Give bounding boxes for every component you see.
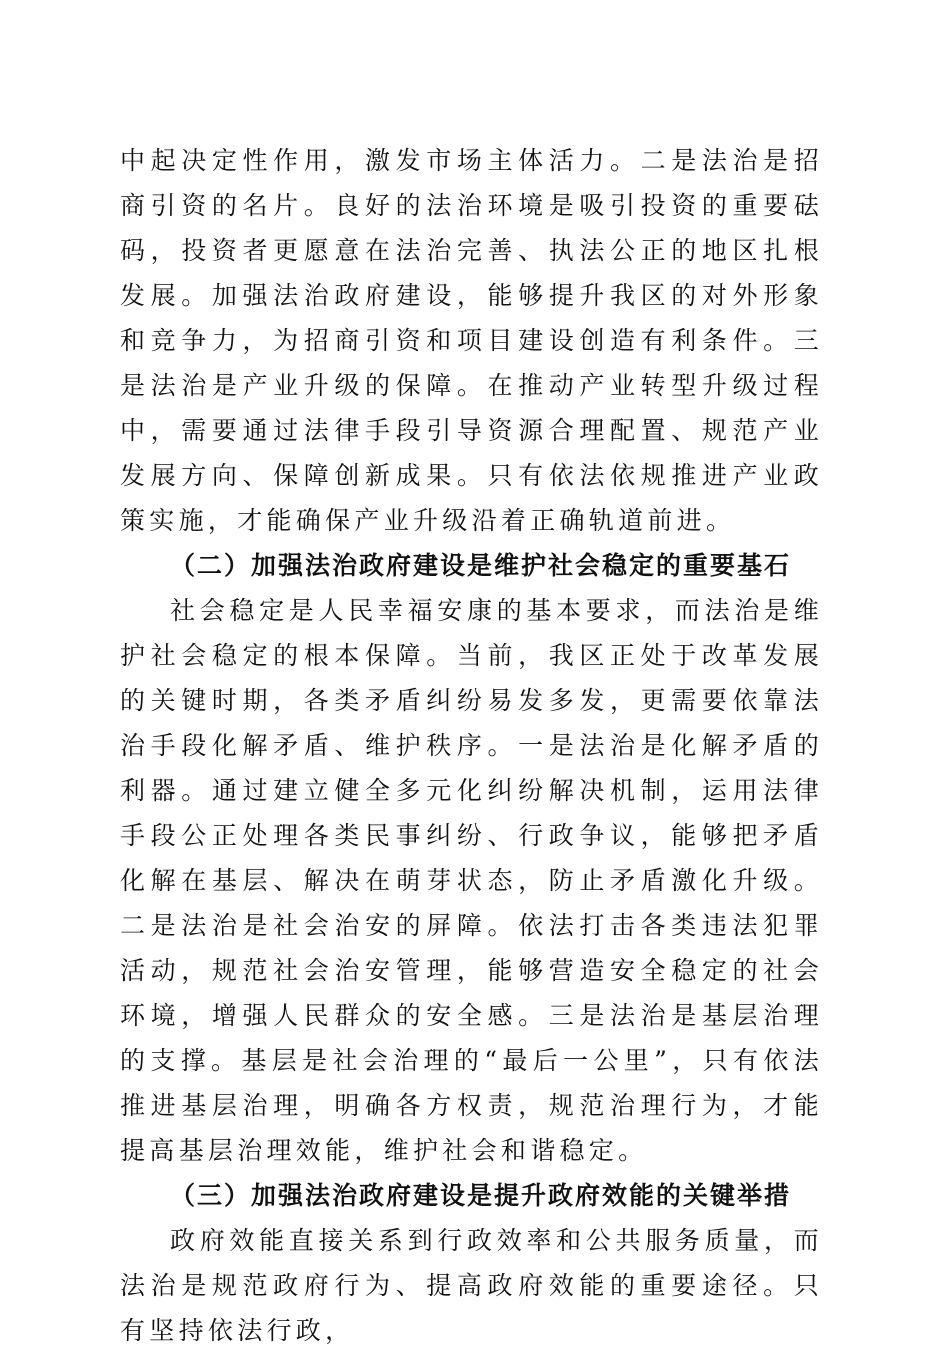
section-heading-2: （二）加强法治政府建设是维护社会稳定的重要基石	[170, 551, 792, 580]
paragraph-government-efficiency: 政府效能直接关系到行政效率和公共服务质量，而法治是规范政府行为、提高政府效能的重要途径。只有坚持依法行政，	[120, 1226, 823, 1345]
paragraph-continued: 中起决定性作用，激发市场主体活力。二是法治是招商引资的名片。良好的法治环境是吸引投资的重要砝码，投资者更愿意在法治完善、执法公正的地区扎根发展。加强法治政府建设，能够提升我区的对外形象和竞争力，为招商引资和项目建设创造有利条件。三是法治是产业升级的保障。在推动产业转型升级过程中，需要通过法律手段引导资源合理配置、规范产业发展方向、保障创新成果。只有依法依规推进产业政策实施，才能确保产业升级沿着正确轨道前进。	[120, 146, 823, 535]
paragraph-social-stability: 社会稳定是人民幸福安康的基本要求，而法治是维护社会稳定的根本保障。当前，我区正处于改革发展的关键时期，各类矛盾纠纷易发多发，更需要依靠法治手段化解矛盾、维护秩序。一是法治是化解矛盾的利器。通过建立健全多元化纠纷解决机制，运用法律手段公正处理各类民事纠纷、行政争议，能够把矛盾化解在基层、解决在萌芽状态，防止矛盾激化升级。二是法治是社会治安的屏障。依法打击各类违法犯罪活动，规范社会治安管理，能够营造安全稳定的社会环境，增强人民群众的安全感。三是法治是基层治理的支撑。基层是社会治理的“最后一公里”，只有依法推进基层治理，明确各方权责，规范治理行为，才能提高基层治理效能，维护社会和谐稳定。	[120, 596, 823, 1165]
section-heading-3: （三）加强法治政府建设是提升政府效能的关键举措	[170, 1181, 792, 1210]
